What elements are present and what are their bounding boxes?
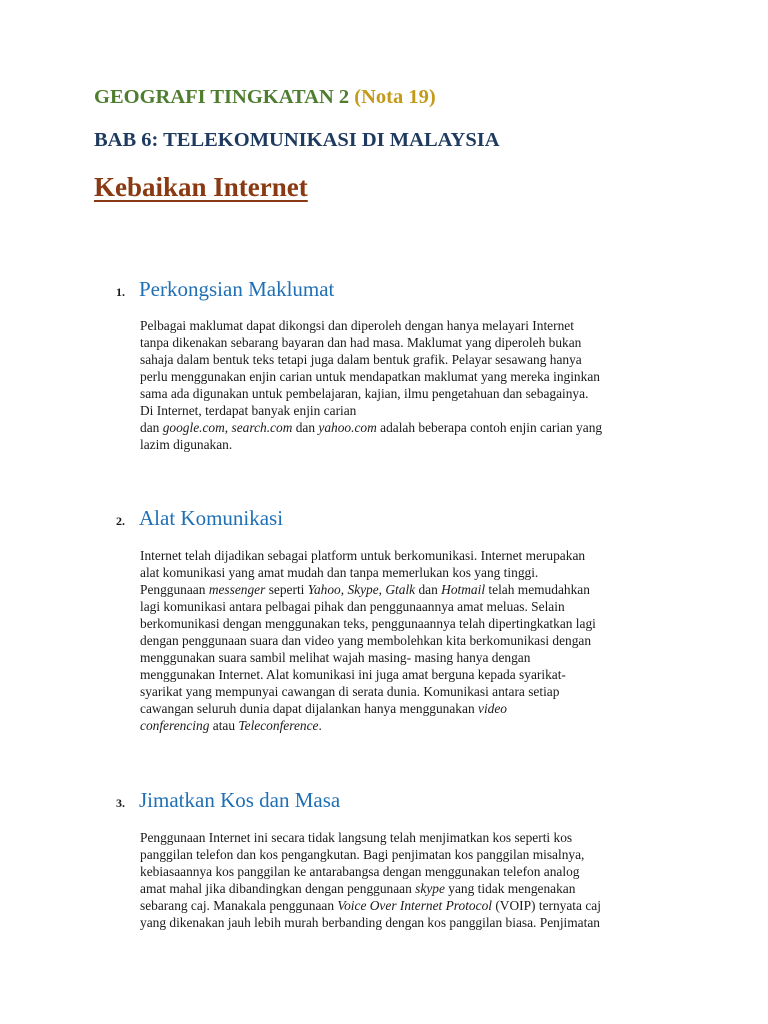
body-line: tanpa dikenakan sebarang bayaran dan had masa. Maklumat yang diperoleh bukan bbox=[140, 335, 582, 350]
search-engine-name: google.com bbox=[162, 420, 225, 435]
body-line: lazim digunakan. bbox=[140, 437, 233, 452]
body-line: kebiasaannya kos panggilan ke antarabangsa dengan menggunakan telefon analog bbox=[140, 864, 580, 879]
body-line: panggilan telefon dan kos pengangkutan. Bagi penjimatan kos panggilan misalnya, bbox=[140, 847, 585, 862]
section-3-heading bbox=[116, 788, 340, 813]
body-line: Pelbagai maklumat dapat dikongsi dan diperoleh dengan hanya melayari Internet bbox=[140, 318, 574, 333]
section-3-body bbox=[140, 829, 685, 931]
body-line: berkomunikasi dengan menggunakan teks, penggunaannya telah dipertingkatkan lagi bbox=[140, 616, 596, 631]
body-line: menggunakan Internet. Alat komunikasi ini juga amat berguna kepada syarikat- bbox=[140, 667, 566, 682]
section-2-heading bbox=[116, 506, 283, 531]
body-line: amat mahal jika dibandingkan dengan penggunaan skype yang tidak mengenakan bbox=[140, 881, 576, 896]
section-number: 1. bbox=[116, 285, 125, 299]
body-line: conferencing atau Teleconference. bbox=[140, 718, 322, 733]
body-line: Di Internet, terdapat banyak enjin carian bbox=[140, 403, 357, 418]
title-note: (Nota 19) bbox=[354, 86, 436, 108]
body-line: Penggunaan Internet ini secara tidak langsung telah menjimatkan kos seperti kos bbox=[140, 830, 573, 845]
search-engine-name: yahoo.com bbox=[318, 420, 377, 435]
body-line: syarikat yang mempunyai cawangan di serata dunia. Komunikasi antara setiap bbox=[140, 684, 560, 699]
section-title: Perkongsian Maklumat bbox=[139, 277, 335, 301]
section-number: 3. bbox=[116, 796, 125, 810]
chapter-heading: BAB 6: TELEKOMUNIKASI DI MALAYSIA bbox=[94, 129, 500, 151]
body-line: sebarang caj. Manakala penggunaan Voice Over Internet Protocol (VOIP) ternyata caj bbox=[140, 898, 601, 913]
section-title: Jimatkan Kos dan Masa bbox=[139, 788, 341, 812]
body-line: dan google.com, search.com dan yahoo.com adalah beberapa contoh enjin carian yang bbox=[140, 420, 603, 435]
section-number: 2. bbox=[116, 514, 125, 528]
body-line: sahaja dalam bentuk teks tetapi juga dalam bentuk grafik. Pelayar sesawang hanya bbox=[140, 352, 582, 367]
body-line: perlu menggunakan enjin carian untuk mendapatkan maklumat yang mereka inginkan bbox=[140, 369, 600, 384]
body-line: lagi komunikasi antara pelbagai pihak dan penggunaannya amat meluas. Selain bbox=[140, 599, 565, 614]
body-line: yang dikenakan jauh lebih murah berbanding dengan kos panggilan biasa. Penjimatan bbox=[140, 915, 600, 930]
body-line: sama ada digunakan untuk pembelajaran, kajian, ilmu pengetahuan dan sebagainya. bbox=[140, 386, 589, 401]
section-1-body bbox=[140, 317, 685, 453]
body-line: menggunakan suara sambil melihat wajah masing- masing hanya dengan bbox=[140, 650, 531, 665]
body-line: alat komunikasi yang amat mudah dan tanpa memerlukan kos yang tinggi. bbox=[140, 565, 539, 580]
body-line: Internet telah dijadikan sebagai platform untuk berkomunikasi. Internet merupakan bbox=[140, 548, 586, 563]
search-engine-name: search.com bbox=[231, 420, 293, 435]
body-line: Penggunaan messenger seperti Yahoo, Skype, Gtalk dan Hotmail telah memudahkan bbox=[140, 582, 590, 597]
section-title: Alat Komunikasi bbox=[139, 506, 284, 530]
body-line: dengan penggunaan suara dan video yang membolehkan kita berkomunikasi dengan bbox=[140, 633, 592, 648]
title-main: GEOGRAFI TINGKATAN 2 bbox=[94, 86, 350, 108]
section-2-body bbox=[140, 547, 685, 734]
topic-heading: Kebaikan Internet bbox=[94, 172, 308, 202]
body-line: cawangan seluruh dunia dapat dijalankan hanya menggunakan video bbox=[140, 701, 507, 716]
section-1-heading bbox=[116, 277, 334, 302]
document-title bbox=[94, 86, 436, 109]
